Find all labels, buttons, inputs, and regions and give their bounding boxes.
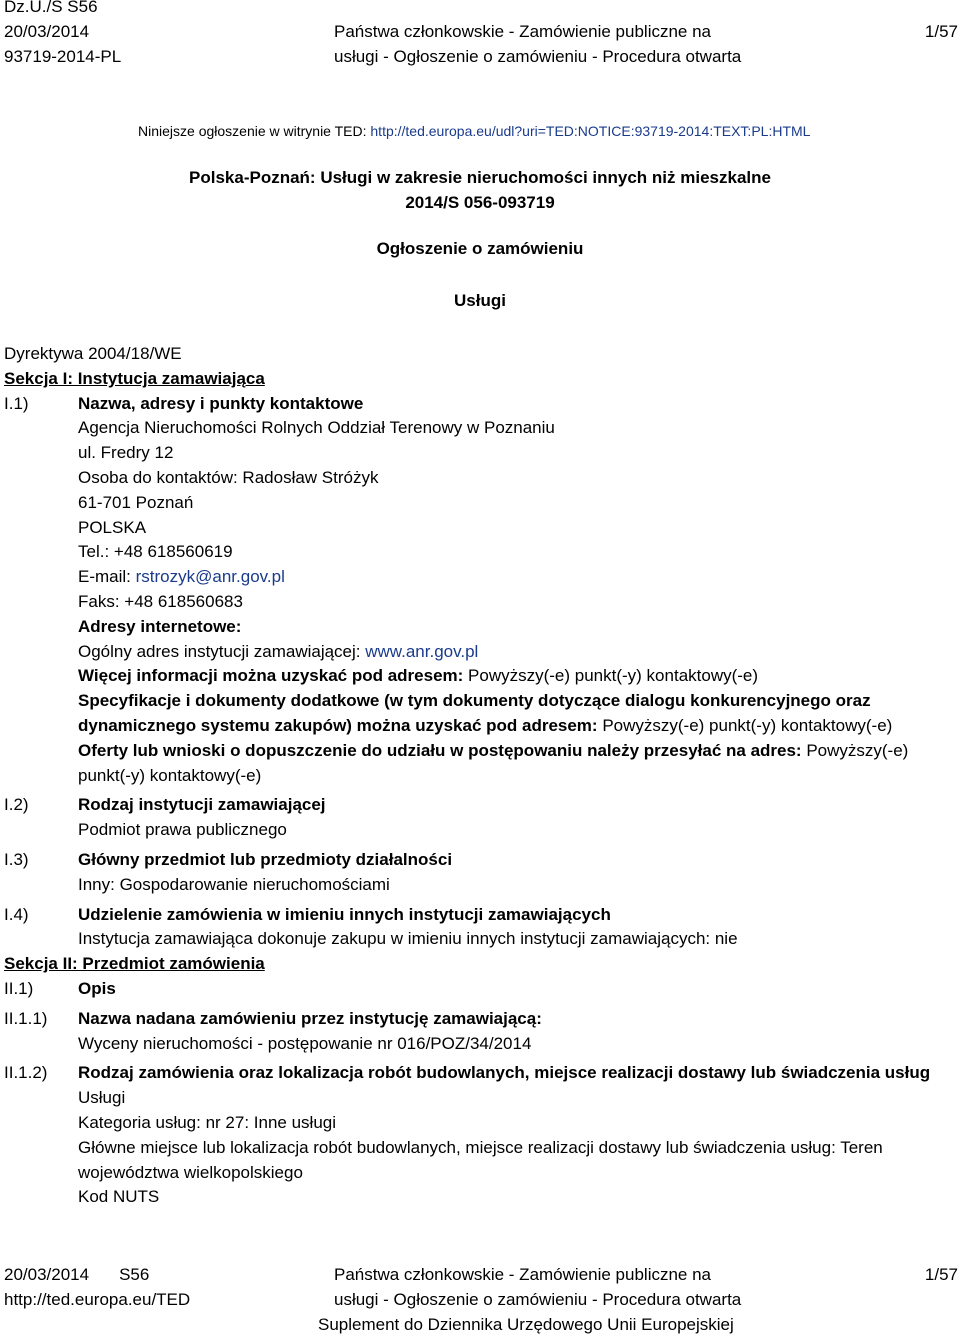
notice-content	[4, 342, 954, 1210]
header-center-line1: Państwa członkowskie - Zamówienie publiczne na	[334, 22, 712, 41]
footer-left	[4, 1262, 190, 1312]
org-tel: Tel.: +48 618560619	[78, 542, 233, 562]
org-name: Agencja Nieruchomości Rolnych Oddział Terenowy w Poznaniu	[78, 418, 555, 438]
section-i4	[4, 903, 954, 953]
org-country: POLSKA	[78, 517, 147, 537]
section-i3-value: Inny: Gospodarowanie nieruchomościami	[78, 874, 390, 894]
offers-value: Powyższy(-e) punkt(-y) kontaktowy(-e)	[78, 740, 909, 785]
offers-line	[78, 739, 954, 789]
service-category: Kategoria usług: nr 27: Inne usługi	[78, 1112, 337, 1132]
footer-center-line3: Suplement do Dziennika Urzędowego Unii Europejskiej	[318, 1315, 734, 1334]
section-i1-number: I.1)	[4, 393, 29, 413]
contract-name: Wyceny nieruchomości - postępowanie nr 016/POZ/34/2014	[78, 1033, 532, 1053]
section-ii12-number: II.1.2)	[4, 1063, 48, 1083]
ted-notice-prefix: Niniejsze ogłoszenie w witrynie TED:	[138, 123, 371, 139]
section-ii1-number: II.1)	[4, 978, 34, 998]
org-fax: Faks: +48 618560683	[78, 591, 243, 611]
section-ii1	[4, 977, 954, 1002]
header-date: 20/03/2014	[4, 22, 90, 41]
directive: Dyrektywa 2004/18/WE	[4, 344, 182, 363]
more-info-line	[78, 664, 954, 689]
section-i2	[4, 793, 954, 843]
section-i4-number: I.4)	[4, 904, 29, 924]
section-ii12	[4, 1061, 954, 1210]
org-email-line	[78, 565, 954, 590]
nuts-code-label: Kod NUTS	[78, 1187, 160, 1207]
notice-title: Polska-Poznań: Usługi w zakresie nieruchomości innych niż mieszkalne	[189, 168, 771, 187]
section-ii11-number: II.1.1)	[4, 1008, 48, 1028]
footer-date: 20/03/2014	[4, 1265, 90, 1284]
general-address-link[interactable]: www.anr.gov.pl	[365, 641, 479, 661]
section-ii11-heading: Nazwa nadana zamówieniu przez instytucję zamawiającą:	[78, 1008, 542, 1028]
section-ii12-heading: Rodzaj zamówienia oraz lokalizacja robót budowlanych, miejsce realizacji dostawy lub świadczenia usług	[78, 1063, 931, 1083]
org-email-label: E-mail:	[78, 567, 136, 587]
web-addresses-heading: Adresy internetowe:	[78, 616, 242, 636]
footer-url[interactable]: http://ted.europa.eu/TED	[4, 1290, 191, 1309]
section-i2-value: Podmiot prawa publicznego	[78, 820, 287, 840]
section-i3-heading: Główny przedmiot lub przedmioty działalności	[78, 849, 453, 869]
contract-type-value: Usługi	[78, 1088, 126, 1108]
ted-notice-link[interactable]: http://ted.europa.eu/udl?uri=TED:NOTICE:93719-2014:TEXT:PL:HTML	[370, 123, 811, 139]
header-journal: Dz.U./S S56	[4, 0, 98, 16]
header-left	[4, 0, 121, 69]
org-city: 61-701 Poznań	[78, 492, 194, 512]
section-i1	[4, 392, 954, 789]
header-page-number: 1/57	[924, 22, 958, 41]
ted-notice-line	[138, 120, 810, 142]
section-1-title: Sekcja I: Instytucja zamawiająca	[4, 368, 265, 388]
delivery-location: Główne miejsce lub lokalizacja robót budowlanych, miejsce realizacji dostawy lub świadczenia usług: Teren województwa wielkopolskiego	[78, 1137, 883, 1182]
footer-page-number: 1/57	[924, 1265, 958, 1284]
notice-type: Ogłoszenie o zamówieniu	[376, 239, 584, 258]
section-ii11	[4, 1007, 954, 1057]
section-i4-heading: Udzielenie zamówienia w imieniu innych instytucji zamawiających	[78, 904, 611, 924]
section-i2-heading: Rodzaj instytucji zamawiającej	[78, 795, 326, 815]
section-i3	[4, 848, 954, 898]
general-address-label: Ogólny adres instytucji zamawiającej:	[78, 641, 366, 661]
org-email-link[interactable]: rstrozyk@anr.gov.pl	[135, 567, 285, 587]
org-contact: Osoba do kontaktów: Radosław Stróżyk	[78, 467, 379, 487]
section-i1-heading: Nazwa, adresy i punkty kontaktowe	[78, 393, 364, 413]
footer-series: S56	[119, 1265, 150, 1284]
offers-label: Oferty lub wnioski o dopuszczenie do udziału w postępowaniu należy przesyłać na adres:	[78, 740, 807, 760]
specifications-line	[78, 689, 954, 739]
section-2-title: Sekcja II: Przedmiot zamówienia	[4, 954, 265, 974]
org-street: ul. Fredry 12	[78, 443, 174, 463]
section-ii1-heading: Opis	[78, 978, 116, 998]
footer-date-line	[4, 1262, 190, 1287]
section-i3-number: I.3)	[4, 849, 29, 869]
footer-center	[318, 1262, 742, 1337]
header-doc-id: 93719-2014-PL	[4, 47, 122, 66]
specifications-label: Specyfikacje i dokumenty dodatkowe (w tym dokumenty dotyczące dialogu konkurencyjnego oraz dynamicznego systemu zakupów) można uzyskać pod adresem:	[78, 691, 871, 735]
specifications-value: Powyższy(-e) punkt(-y) kontaktowy(-e)	[602, 715, 893, 735]
notice-number: 2014/S 056-093719	[405, 193, 555, 212]
more-info-value: Powyższy(-e) punkt(-y) kontaktowy(-e)	[468, 666, 759, 686]
contract-type: Usługi	[454, 291, 506, 310]
header-center	[334, 19, 741, 69]
footer-center-line2: usługi - Ogłoszenie o zamówieniu - Procedura otwarta	[334, 1290, 742, 1309]
general-address-line	[78, 640, 954, 665]
header-center-line2: usługi - Ogłoszenie o zamówieniu - Procedura otwarta	[334, 47, 742, 66]
section-i2-number: I.2)	[4, 795, 29, 815]
footer-center-line1: Państwa członkowskie - Zamówienie publiczne na	[334, 1265, 712, 1284]
more-info-label: Więcej informacji można uzyskać pod adresem:	[78, 666, 469, 686]
section-i4-value: Instytucja zamawiająca dokonuje zakupu w imieniu innych instytucji zamawiających: nie	[78, 929, 738, 949]
